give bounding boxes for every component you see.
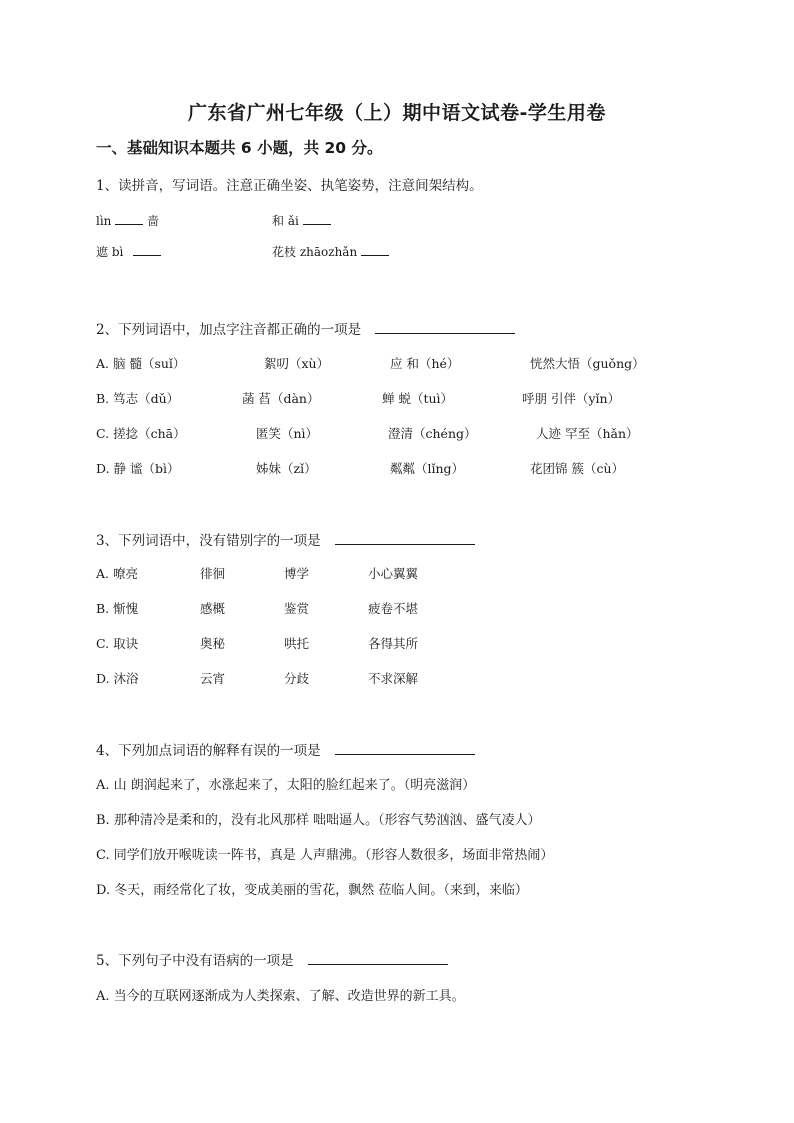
q4-option-d: D. 冬天，雨经常化了妆，变成美丽的雪花，飘然 莅临人间。（来到，来临） (96, 883, 528, 898)
q2-d-4: 花团锦 簇（cù） (530, 461, 625, 476)
q1-item-3 (96, 243, 161, 260)
q2-d-3: 粼粼（lǐng） (390, 461, 465, 476)
q3-d-3: 分歧 (284, 671, 310, 686)
q4-option-a: A. 山 朗润起来了，水涨起来了，太阳的脸红起来了。（明亮滋润） (96, 778, 476, 793)
q1-item-1-blank[interactable] (115, 212, 143, 225)
q1-item-2 (272, 212, 331, 229)
q3-a-2: 徘徊 (200, 566, 226, 581)
q3-a-4: 小心翼翼 (368, 566, 419, 581)
q3-c-3: 哄托 (284, 636, 310, 651)
q3-d-1: D. 沐浴 (96, 671, 139, 686)
q2-a-3: 应 和（hé） (390, 356, 460, 371)
question-3-answer-blank[interactable] (335, 532, 475, 545)
q4-option-b: B. 那种清冷是柔和的，没有北风那样 咄咄逼人。（形容气势汹汹、盛气凌人） (96, 813, 541, 828)
q3-a-1: A. 嘹亮 (96, 566, 138, 581)
q2-c-2: 匿笑（nì） (256, 426, 319, 441)
q3-b-3: 鉴赏 (284, 601, 310, 616)
q2-d-2: 姊妹（zǐ） (256, 461, 317, 476)
q1-item-1 (96, 212, 159, 229)
q3-b-1: B. 惭愧 (96, 601, 139, 616)
q3-d-2: 云宵 (200, 671, 226, 686)
question-1-stem: 1、读拼音，写词语。注意正确坐姿、执笔姿势，注意间架结构。 (96, 178, 483, 194)
q3-b-2: 感概 (200, 601, 226, 616)
q1-item-2-pinyin: 和 ǎi (272, 214, 299, 228)
q2-c-3: 澄清（chéng） (388, 426, 477, 441)
q3-c-2: 奥秘 (200, 636, 226, 651)
q2-c-1: C. 搓捻（chā） (96, 426, 186, 441)
q3-d-4: 不求深解 (368, 671, 419, 686)
q2-b-2: 菡 萏（dàn） (242, 391, 320, 406)
q1-item-2-blank[interactable] (303, 212, 331, 225)
q2-a-1: A. 脑 髓（suǐ） (96, 356, 186, 371)
q4-option-c: C. 同学们放开喉咙读一阵书，真是 人声鼎沸。（形容人数很多，场面非常热闹） (96, 848, 554, 863)
q1-item-4-pinyin: 花枝 zhāozhǎn (272, 245, 358, 259)
question-2-text: 2、下列词语中，加点字注音都正确的一项是 (96, 322, 362, 338)
section-heading: 一、基础知识本题共 6 小题，共 20 分。 (96, 139, 383, 157)
q1-item-4-blank[interactable] (361, 243, 389, 256)
q1-item-1-pinyin: lìn (96, 214, 112, 228)
q2-c-4: 人迹 罕至（hǎn） (536, 426, 639, 441)
question-4-text: 4、下列加点词语的解释有误的一项是 (96, 743, 321, 759)
question-4-stem (96, 739, 475, 759)
q2-a-2: 絮叨（xù） (264, 356, 330, 371)
q3-c-1: C. 取诀 (96, 636, 139, 651)
q3-b-4: 疲卷不堪 (368, 601, 419, 616)
q1-item-3-blank[interactable] (133, 243, 161, 256)
q2-a-4: 恍然大悟（guǒng） (530, 356, 645, 371)
question-2-stem (96, 318, 515, 338)
question-3-text: 3、下列词语中，没有错别字的一项是 (96, 533, 321, 549)
q1-item-1-char: 啬 (147, 214, 160, 228)
question-5-text: 5、下列句子中没有语病的一项是 (96, 953, 294, 969)
q2-d-1: D. 静 谧（bì） (96, 461, 180, 476)
question-5-stem (96, 949, 448, 969)
q1-item-3-pinyin: 遮 bì (96, 245, 124, 259)
q2-b-3: 蝉 蜕（tuì） (382, 391, 454, 406)
q3-c-4: 各得其所 (368, 636, 419, 651)
q2-b-1: B. 笃志（dǔ） (96, 391, 180, 406)
question-5-answer-blank[interactable] (308, 952, 448, 965)
page-title: 广东省广州七年级（上）期中语文试卷-学生用卷 (188, 102, 606, 124)
question-3-stem (96, 529, 475, 549)
question-2-answer-blank[interactable] (375, 321, 515, 334)
q3-a-3: 博学 (284, 566, 310, 581)
q1-item-4 (272, 243, 389, 260)
question-4-answer-blank[interactable] (335, 742, 475, 755)
q5-option-a: A. 当今的互联网逐渐成为人类探索、了解、改造世界的新工具。 (96, 989, 465, 1004)
q2-b-4: 呼朋 引伴（yǐn） (522, 391, 621, 406)
